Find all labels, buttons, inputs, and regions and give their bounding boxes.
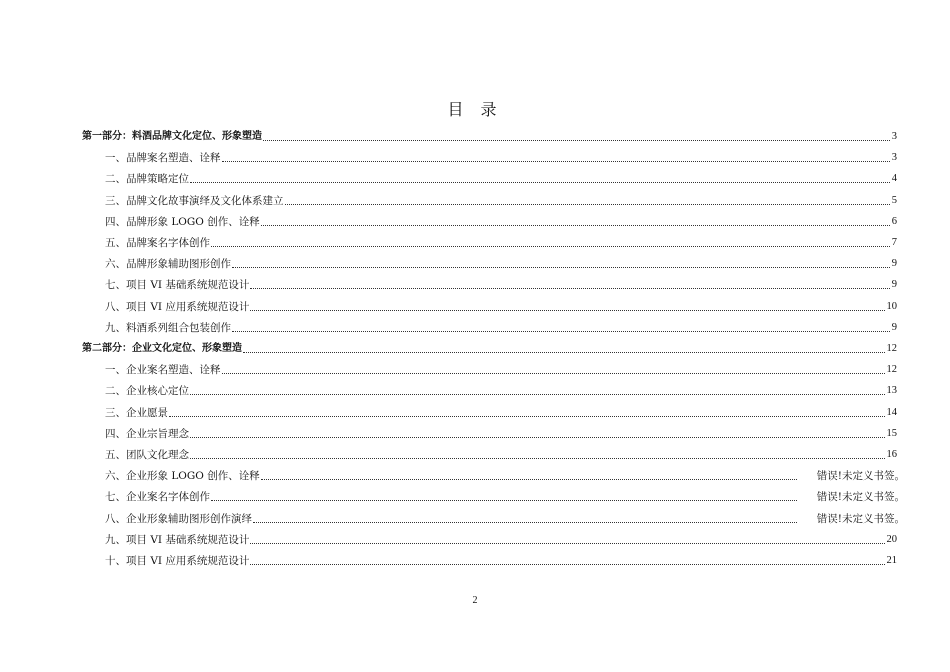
toc-dot-leader <box>222 370 885 374</box>
toc-entry-label: 八、企业形象辅助图形创作演绎 <box>105 512 252 525</box>
toc-section-entry[interactable] <box>105 255 897 271</box>
toc-section-entry[interactable] <box>105 361 897 377</box>
toc-section-entry[interactable] <box>105 446 897 462</box>
toc-entry-page-number: 4 <box>891 173 897 185</box>
toc-entry-label: 第一部分：料酒品牌文化定位、形象塑造 <box>82 131 262 142</box>
toc-section-entry[interactable] <box>105 425 897 441</box>
toc-section-entry[interactable] <box>105 192 897 208</box>
toc-dot-leader <box>261 476 797 480</box>
toc-dot-leader <box>285 201 890 205</box>
toc-entry-label: 六、企业形象 LOGO 创作、诠释 <box>105 470 260 483</box>
toc-dot-leader <box>211 243 890 247</box>
toc-entry-page-number: 9 <box>891 279 897 291</box>
toc-entry-label: 三、企业愿景 <box>105 406 168 419</box>
toc-section-entry[interactable] <box>105 276 897 292</box>
toc-entry-page-number: 3 <box>891 131 897 142</box>
toc-entry-page-number: 错误!未定义书签。 <box>816 491 905 504</box>
toc-entry-page-number: 7 <box>891 237 897 248</box>
toc-section-entry[interactable] <box>105 467 905 483</box>
toc-dot-leader <box>190 391 885 395</box>
toc-entry-label: 八、项目 VI 应用系统规范设计 <box>105 300 250 313</box>
toc-dot-leader <box>222 158 890 162</box>
toc-entry-label: 四、品牌形象 LOGO 创作、诠释 <box>105 215 260 228</box>
toc-entry-label: 十、项目 VI 应用系统规范设计 <box>105 555 250 567</box>
toc-entry-page-number: 21 <box>886 555 897 566</box>
toc-dot-leader <box>190 434 885 438</box>
toc-entry-label: 二、品牌策略定位 <box>105 173 189 186</box>
toc-entry-label: 一、企业案名塑造、诠释 <box>105 364 221 377</box>
toc-entry-label: 三、品牌文化故事演绎及文化体系建立 <box>105 194 284 207</box>
toc-section-entry[interactable] <box>105 488 905 504</box>
toc-dot-leader <box>250 561 884 565</box>
toc-entry-label: 一、品牌案名塑造、诠释 <box>105 152 221 165</box>
toc-dot-leader <box>250 307 884 311</box>
toc-entry-page-number: 10 <box>886 300 897 312</box>
toc-part-entry[interactable] <box>82 340 897 356</box>
toc-entry-page-number: 9 <box>891 321 897 333</box>
toc-entry-label: 第二部分：企业文化定位、形象塑造 <box>82 343 242 354</box>
toc-entry-page-number: 错误!未定义书签。 <box>816 512 905 525</box>
toc-entry-label: 二、企业核心定位 <box>105 385 189 398</box>
toc-dot-leader <box>250 285 889 289</box>
toc-entry-page-number: 9 <box>891 258 897 270</box>
toc-section-entry[interactable] <box>105 170 897 186</box>
toc-entry-label: 九、项目 VI 基础系统规范设计 <box>105 533 250 546</box>
toc-dot-leader <box>211 497 797 501</box>
toc-entry-page-number: 16 <box>886 449 897 460</box>
toc-dot-leader <box>190 179 890 183</box>
toc-entry-page-number: 错误!未定义书签。 <box>816 470 905 483</box>
toc-entry-page-number: 14 <box>886 406 897 418</box>
toc-entry-page-number: 12 <box>886 343 897 354</box>
toc-entry-label: 五、团队文化理念 <box>105 449 189 461</box>
toc-title: 目 录 <box>447 100 503 119</box>
toc-entry-page-number: 12 <box>886 364 897 376</box>
toc-entry-page-number: 3 <box>891 152 897 164</box>
toc-dot-leader <box>261 222 890 226</box>
toc-dot-leader <box>253 519 797 523</box>
toc-dot-leader <box>243 349 885 353</box>
toc-section-entry[interactable] <box>105 149 897 165</box>
toc-section-entry[interactable] <box>105 382 897 398</box>
toc-dot-leader <box>190 455 885 459</box>
toc-part-entry[interactable] <box>82 128 897 144</box>
toc-entry-label: 四、企业宗旨理念 <box>105 427 189 440</box>
toc-dot-leader <box>232 328 890 332</box>
toc-section-entry[interactable] <box>105 298 897 314</box>
toc-entry-page-number: 20 <box>886 533 897 545</box>
toc-entry-page-number: 5 <box>891 194 897 206</box>
page-number: 2 <box>472 595 478 606</box>
toc-section-entry[interactable] <box>105 319 897 335</box>
toc-entry-label: 七、企业案名字体创作 <box>105 491 210 504</box>
toc-section-entry[interactable] <box>105 404 897 420</box>
toc-section-entry[interactable] <box>105 531 897 547</box>
toc-entry-page-number: 15 <box>886 427 897 439</box>
toc-entry-page-number: 13 <box>886 385 897 397</box>
toc-entry-page-number: 6 <box>891 215 897 227</box>
toc-section-entry[interactable] <box>105 213 897 229</box>
toc-entry-label: 九、料酒系列组合包装创作 <box>105 321 231 334</box>
toc-dot-leader <box>232 264 890 268</box>
toc-dot-leader <box>250 540 884 544</box>
toc-dot-leader <box>263 137 890 141</box>
toc-entry-label: 六、品牌形象辅助图形创作 <box>105 258 231 271</box>
toc-entry-label: 七、项目 VI 基础系统规范设计 <box>105 279 250 292</box>
toc-section-entry[interactable] <box>105 234 897 250</box>
toc-dot-leader <box>169 413 885 417</box>
toc-section-entry[interactable] <box>105 552 897 568</box>
toc-entry-label: 五、品牌案名字体创作 <box>105 237 210 249</box>
toc-section-entry[interactable] <box>105 510 905 526</box>
